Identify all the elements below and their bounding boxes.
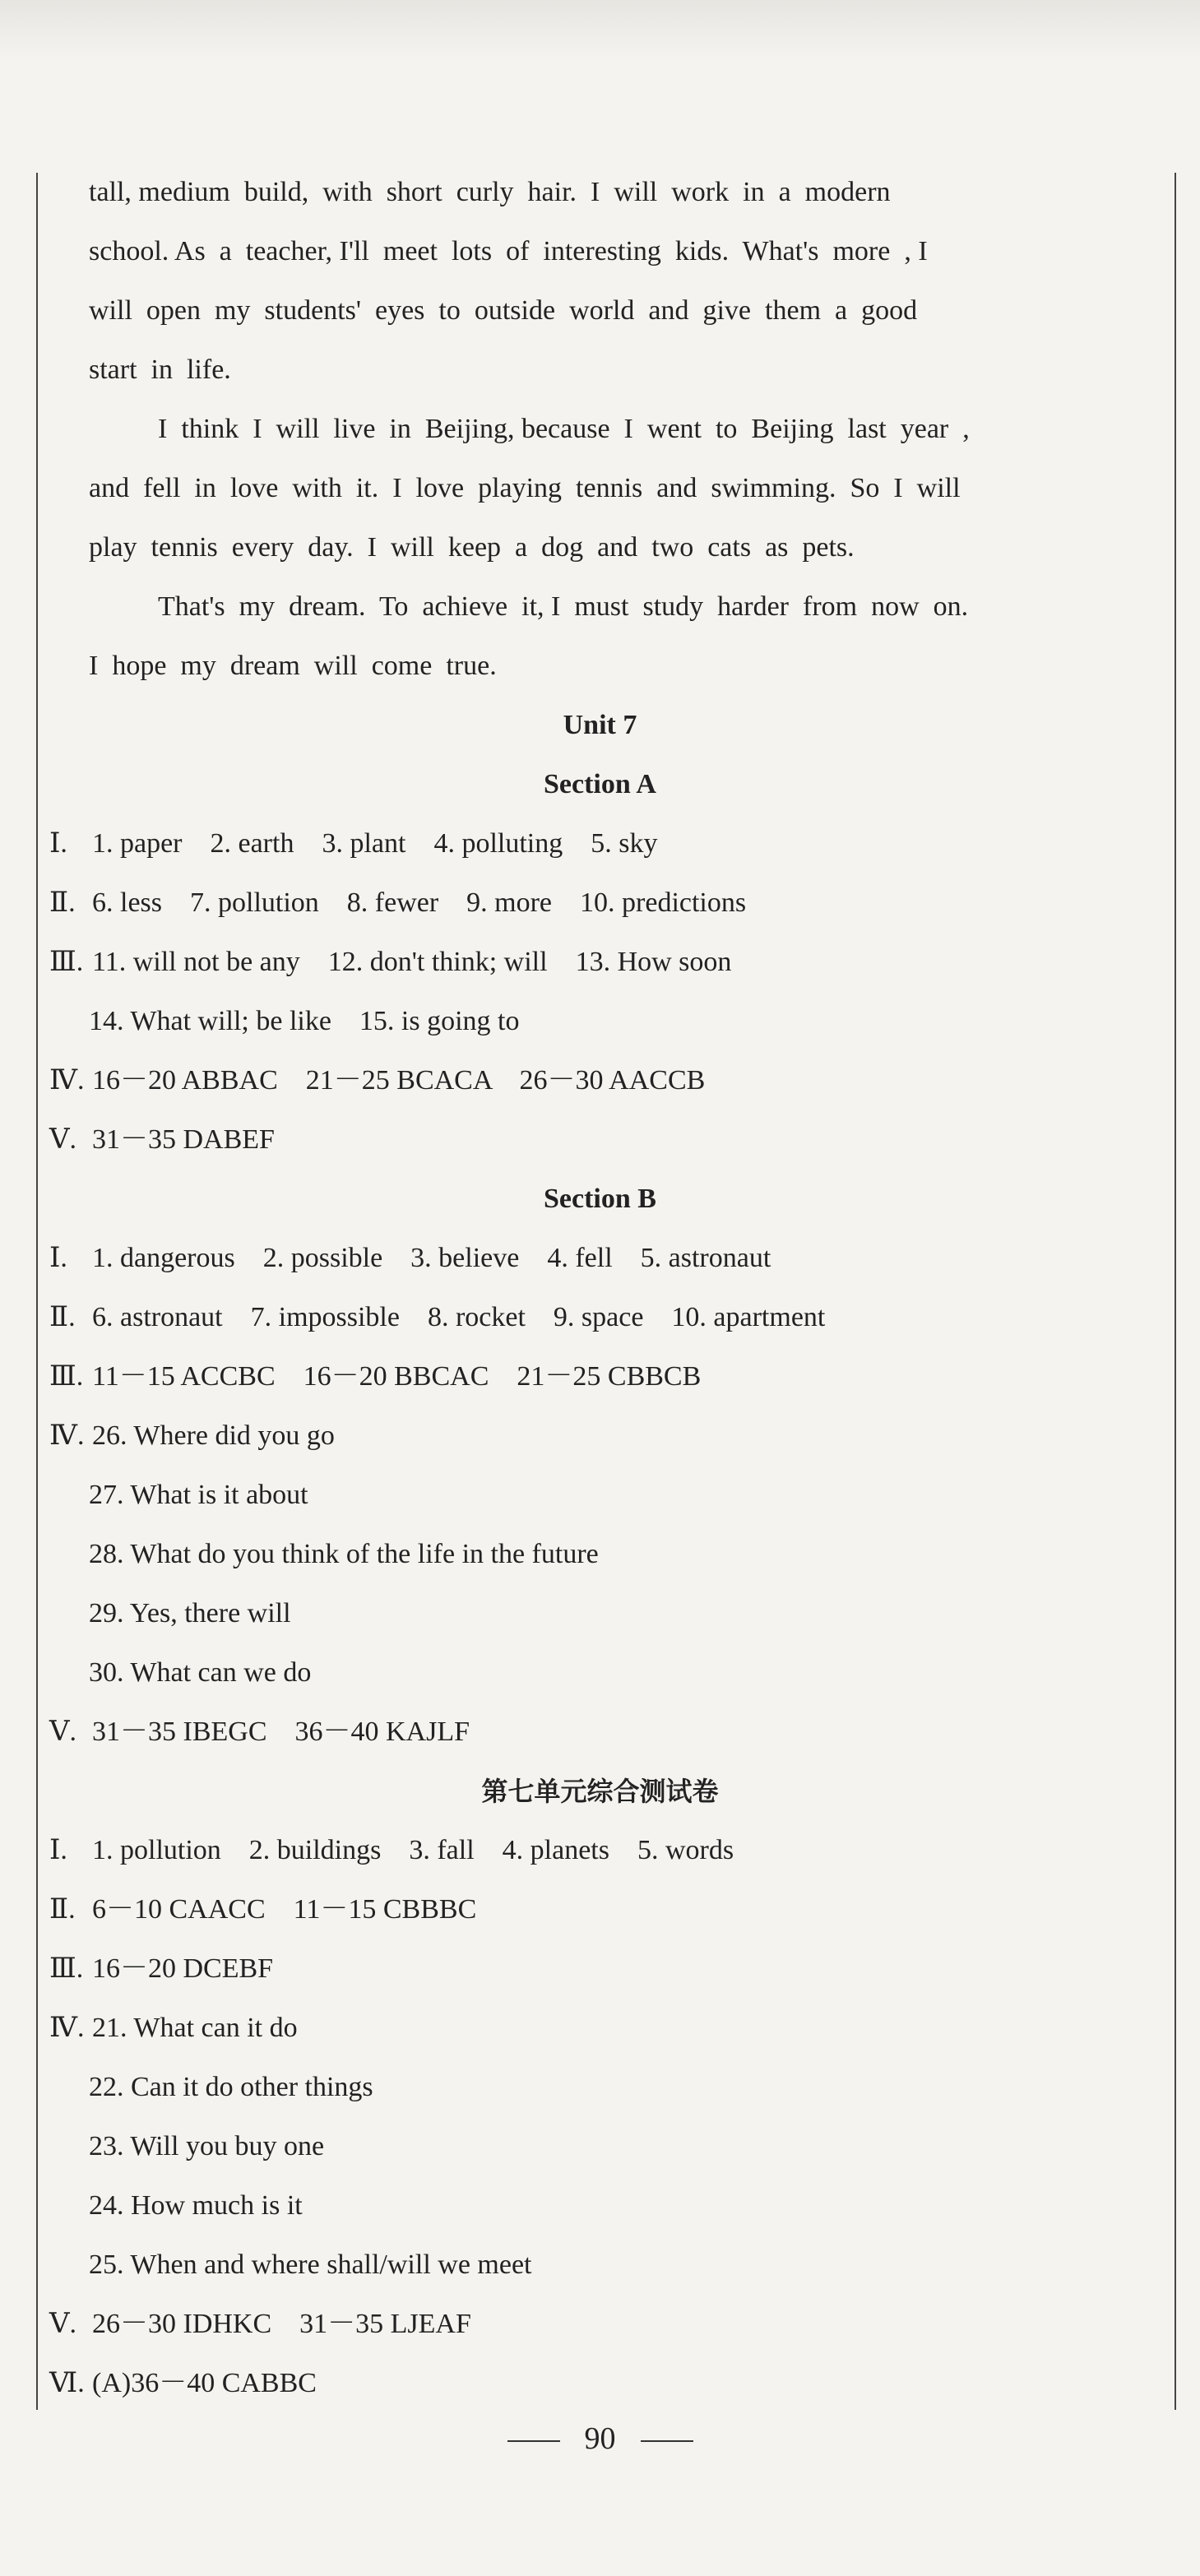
essay-line: I think I will live in Beijing, because I went to Beijing last year , <box>158 414 970 444</box>
essay-line: will open my students' eyes to outside world and give them a good <box>89 295 918 326</box>
page-number: 90 <box>584 2421 616 2456</box>
roman-numeral: Ⅳ. <box>49 2013 85 2043</box>
answer-line <box>49 1300 825 1336</box>
answer-text: 11－15 ACCBC 16－20 BBCAC 21－25 CBBCB <box>92 1361 702 1392</box>
roman-numeral: Ⅳ. <box>49 1065 85 1096</box>
answer-line: 24. How much is it <box>89 2190 303 2221</box>
roman-numeral: Ⅲ. <box>49 947 84 977</box>
answer-line <box>49 1359 701 1395</box>
essay-line: start in life. <box>89 354 231 385</box>
section-b-heading: Section B <box>544 1184 656 1214</box>
answer-line <box>49 1951 273 1987</box>
roman-numeral: Ⅰ. <box>49 1835 67 1865</box>
roman-numeral: Ⅰ. <box>49 1243 67 1273</box>
answer-text: 11. will not be any 12. don't think; will 13. How soon <box>92 947 732 977</box>
answer-line: 29. Yes, there will <box>89 1598 291 1629</box>
answer-line <box>49 826 657 862</box>
roman-numeral: Ⅱ. <box>49 1894 76 1925</box>
answer-text: 1. pollution 2. buildings 3. fall 4. planets 5. words <box>92 1835 734 1865</box>
page-footer <box>0 2418 1200 2459</box>
roman-numeral: Ⅱ. <box>49 887 76 918</box>
answer-text: 21. What can it do <box>92 2013 298 2043</box>
answer-line: 23. Will you buy one <box>89 2131 325 2161</box>
roman-numeral: Ⅴ. <box>49 1124 77 1155</box>
essay-line: and fell in love with it. I love playing tennis and swimming. So I will <box>89 473 961 503</box>
answer-line <box>49 944 731 980</box>
answer-line <box>49 1892 476 1928</box>
essay-line: tall, medium build, with short curly hair. I will work in a modern <box>89 177 891 207</box>
footer-dash-right <box>641 2440 693 2442</box>
top-shadow <box>0 0 1200 58</box>
answer-line <box>49 2010 298 2046</box>
roman-numeral: Ⅱ. <box>49 1302 76 1332</box>
essay-line: play tennis every day. I will keep a dog and two cats as pets. <box>89 532 855 563</box>
answer-line <box>49 1240 771 1276</box>
answer-text: 1. dangerous 2. possible 3. believe 4. fell 5. astronaut <box>92 1243 771 1273</box>
answer-text: 26. Where did you go <box>92 1420 335 1451</box>
roman-numeral: Ⅴ. <box>49 2309 77 2339</box>
roman-numeral: Ⅲ. <box>49 1953 84 1984</box>
answer-text: 16－20 ABBAC 21－25 BCACA 26－30 AACCB <box>92 1065 706 1096</box>
answer-line: 30. What can we do <box>89 1657 312 1688</box>
answer-line: 27. What is it about <box>89 1480 308 1510</box>
unit-test-heading: 第七单元综合测试卷 <box>481 1776 719 1807</box>
answer-line: 25. When and where shall/will we meet <box>89 2249 532 2280</box>
answer-line <box>49 1122 275 1158</box>
answer-text: 6. astronaut 7. impossible 8. rocket 9. space 10. apartment <box>92 1302 826 1332</box>
answer-text: 26－30 IDHKC 31－35 LJEAF <box>92 2309 471 2339</box>
answer-line <box>49 2306 471 2342</box>
roman-numeral: Ⅵ. <box>49 2368 85 2398</box>
roman-numeral: Ⅴ. <box>49 1717 77 1747</box>
section-a-heading: Section A <box>544 769 656 799</box>
essay-line: I hope my dream will come true. <box>89 651 497 681</box>
answer-line: 28. What do you think of the life in the future <box>89 1539 599 1569</box>
essay-line: That's my dream. To achieve it, I must study harder from now on. <box>158 591 969 622</box>
roman-numeral: Ⅳ. <box>49 1420 85 1451</box>
roman-numeral: Ⅲ. <box>49 1361 84 1392</box>
answer-line <box>49 885 746 921</box>
answer-line <box>49 1832 734 1869</box>
unit-heading: Unit 7 <box>563 710 637 740</box>
answer-line: 14. What will; be like 15. is going to <box>89 1006 520 1036</box>
answer-text: 1. paper 2. earth 3. plant 4. polluting 5. sky <box>92 828 658 859</box>
answer-text: 6. less 7. pollution 8. fewer 9. more 10. predictions <box>92 887 747 918</box>
roman-numeral: Ⅰ. <box>49 828 67 859</box>
answer-line <box>49 1418 335 1454</box>
answer-line <box>49 1063 705 1099</box>
answer-line <box>49 1714 470 1750</box>
essay-line: school. As a teacher, I'll meet lots of interesting kids. What's more , I <box>89 236 928 266</box>
answer-text: 31－35 IBEGC 36－40 KAJLF <box>92 1717 470 1747</box>
answer-text: (A)36－40 CABBC <box>92 2368 317 2398</box>
right-margin-rule <box>1175 173 1176 2410</box>
left-margin-rule <box>36 173 38 2410</box>
answer-line: 22. Can it do other things <box>89 2072 373 2102</box>
answer-text: 31－35 DABEF <box>92 1124 275 1155</box>
answer-text: 6－10 CAACC 11－15 CBBBC <box>92 1894 477 1925</box>
answer-line <box>49 2365 317 2402</box>
footer-dash-left <box>507 2440 560 2442</box>
answer-text: 16－20 DCEBF <box>92 1953 274 1984</box>
